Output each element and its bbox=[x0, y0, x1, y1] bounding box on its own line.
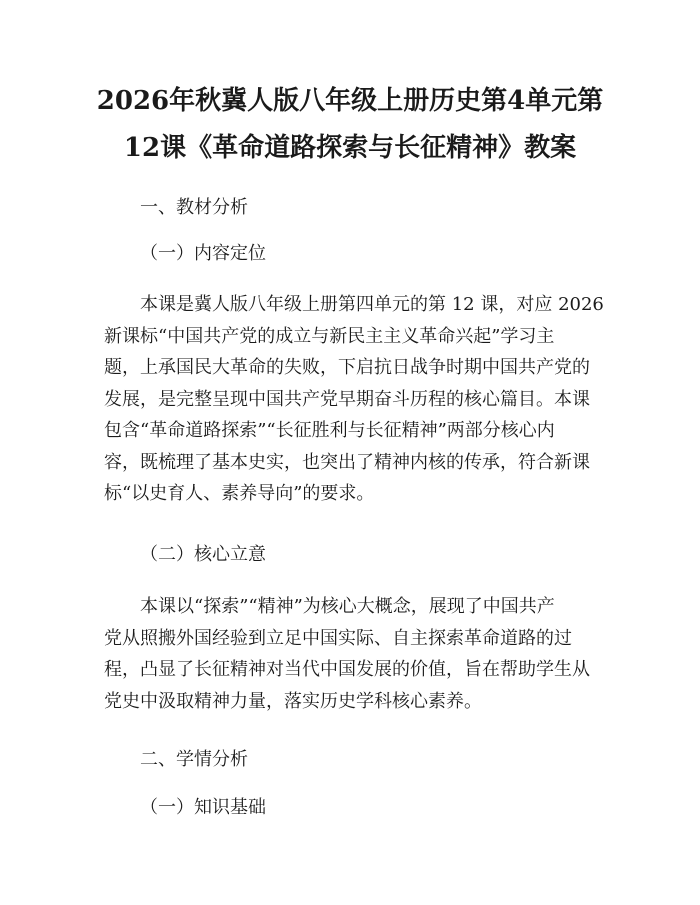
paragraph-line: 包含“革命道路探索”“长征胜利与长征精神”两部分核心内 bbox=[104, 420, 555, 441]
paragraph-line: 党从照搬外国经验到立足中国实际、自主探索革命道路的过 bbox=[104, 627, 572, 649]
section-heading-student-analysis: 二、学情分析 bbox=[140, 749, 248, 770]
paragraph-line: 题，上承国民大革命的失败，下启抗日战争时期中国共产党的 bbox=[104, 357, 590, 378]
paragraph-line: 本课以“探索”“精神”为核心大概念，展现了中国共产 bbox=[140, 596, 555, 617]
paragraph-line: 本课是冀人版八年级上册第四单元的第 12 课，对应 2026 bbox=[140, 294, 604, 315]
paragraph-content-positioning bbox=[104, 289, 604, 510]
document-title-line-1: 2026年秋冀人版八年级上册历史第4单元第 bbox=[96, 86, 604, 116]
document-title-line-2: 12课《革命道路探索与长征精神》教案 bbox=[123, 133, 577, 163]
paragraph-line: 新课标“中国共产党的成立与新民主主义革命兴起”学习主 bbox=[104, 325, 555, 347]
paragraph-line: 程，凸显了长征精神对当代中国发展的价值，旨在帮助学生从 bbox=[104, 659, 590, 680]
paragraph-line: 标“以史育人、素养导向”的要求。 bbox=[104, 483, 375, 504]
subsection-heading-knowledge-base: （一）知识基础 bbox=[140, 797, 266, 818]
section-heading-textbook-analysis: 一、教材分析 bbox=[140, 197, 248, 218]
subsection-heading-content-positioning: （一）内容定位 bbox=[140, 243, 266, 264]
subsection-heading-core-intent: （二）核心立意 bbox=[140, 544, 266, 565]
paragraph-line: 发展，是完整呈现中国共产党早期奋斗历程的核心篇目。本课 bbox=[104, 388, 590, 410]
paragraph-line: 容，既梳理了基本史实，也突出了精神内核的传承，符合新课 bbox=[104, 451, 590, 473]
paragraph-core-intent bbox=[104, 591, 600, 717]
paragraph-line: 党史中汲取精神力量，落实历史学科核心素养。 bbox=[104, 690, 482, 712]
